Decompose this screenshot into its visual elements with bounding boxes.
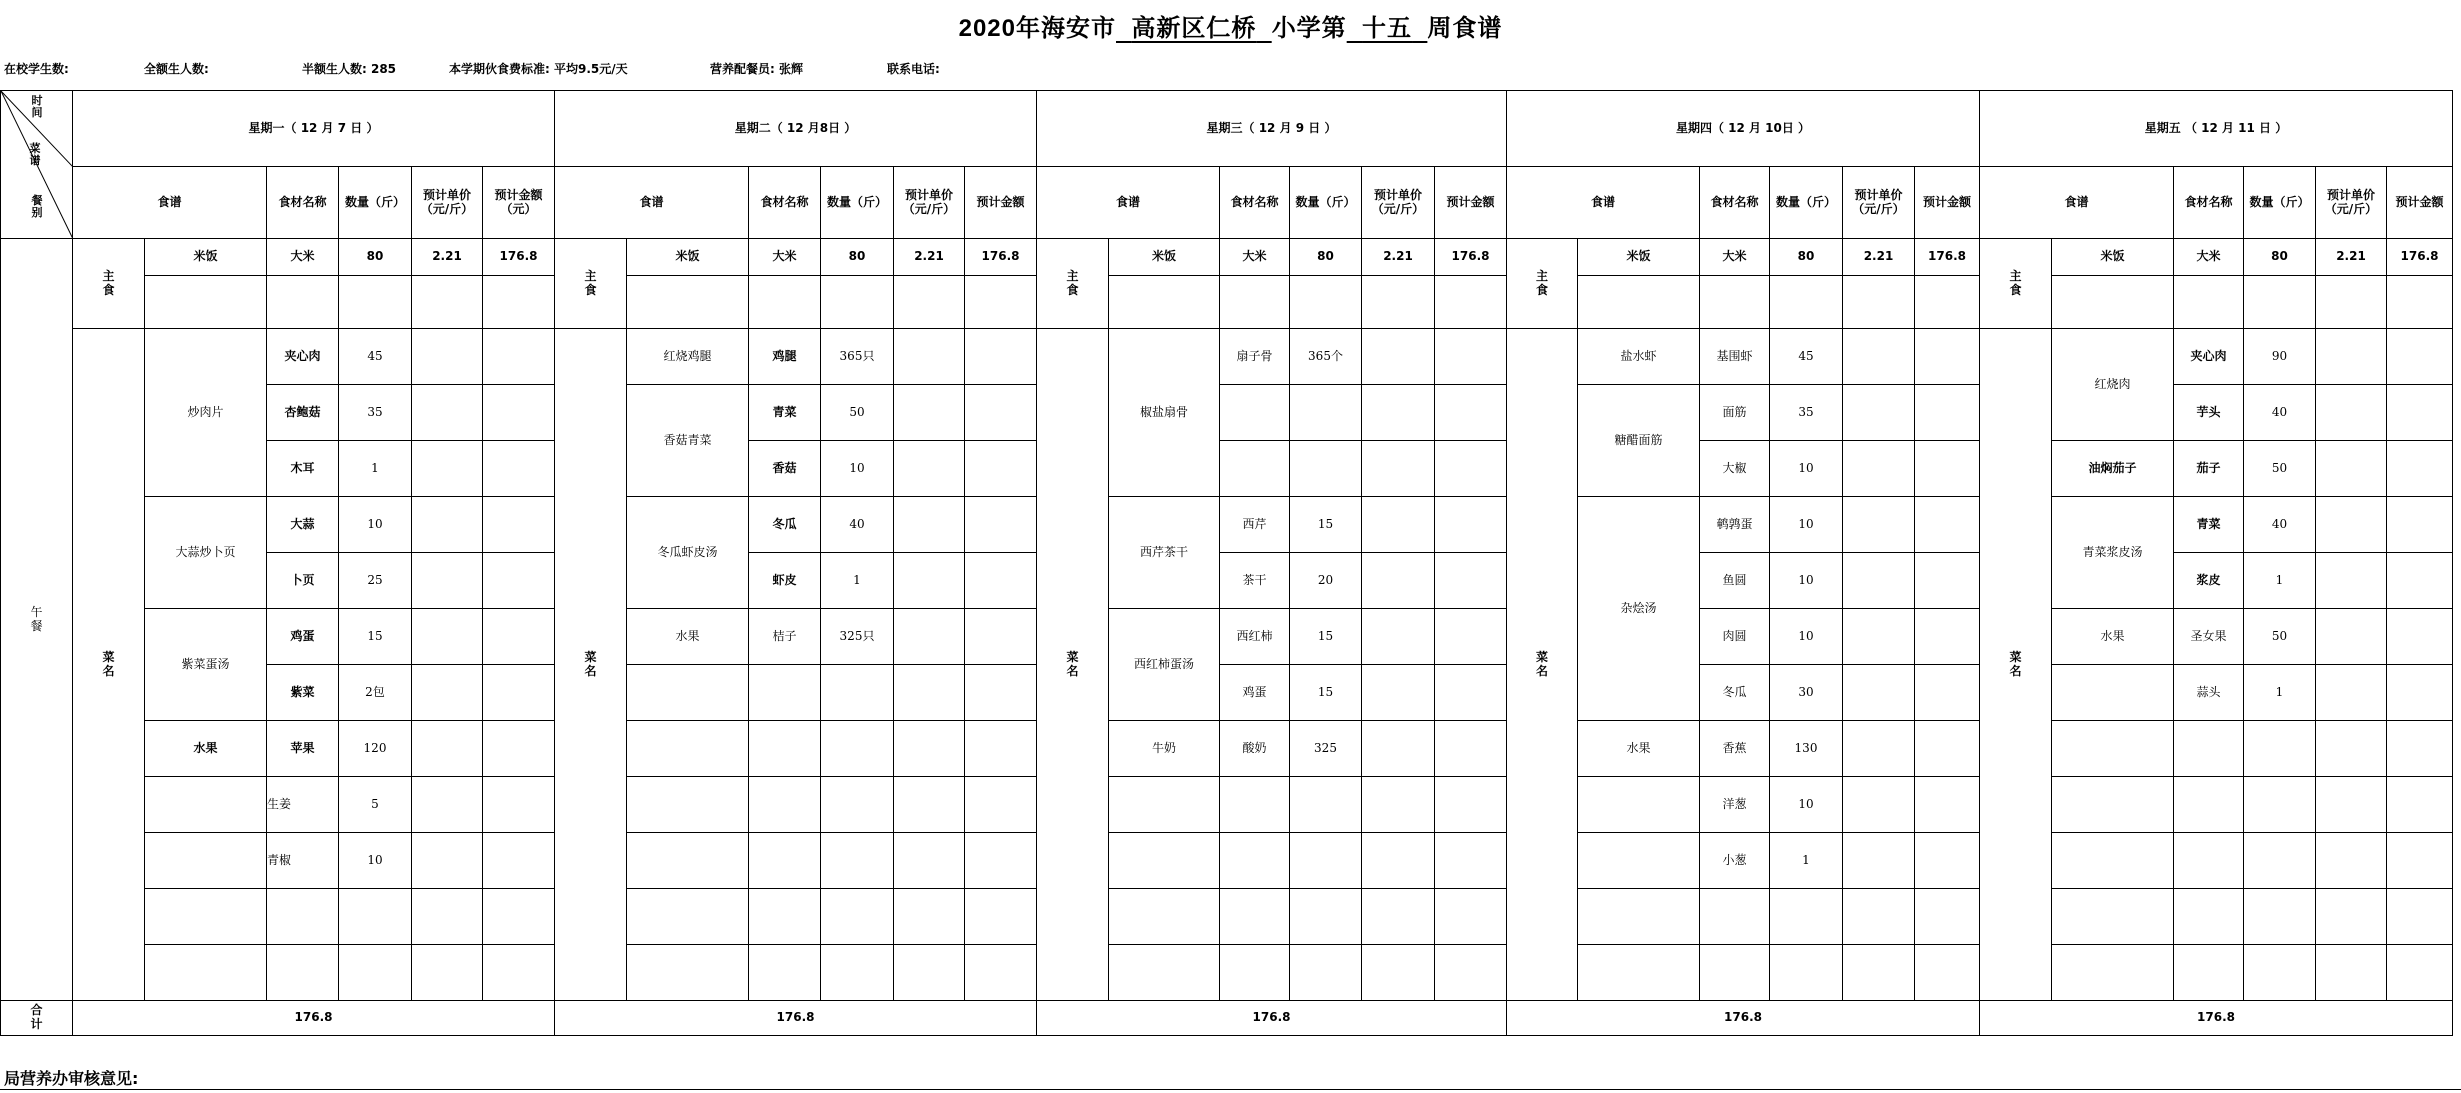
total-label: 合计 bbox=[1, 1001, 73, 1036]
staple-label: 主食 bbox=[1507, 239, 1578, 329]
mon-qty-8: 5 bbox=[339, 777, 412, 833]
fri-d1-ing-2: 芋头 bbox=[2174, 385, 2244, 441]
mon-ing-9: 青椒 bbox=[267, 833, 339, 889]
col-recipe: 食谱 bbox=[555, 167, 749, 239]
fri-d2-qty-1: 50 bbox=[2244, 441, 2316, 497]
dish-label: 菜名 bbox=[555, 329, 627, 1001]
day-header-mon: 星期一（ 12 月 7 日 ） bbox=[73, 91, 555, 167]
staple-label: 主食 bbox=[73, 239, 145, 329]
thu-d3-qty-1: 10 bbox=[1770, 497, 1843, 553]
bottom-border bbox=[0, 1089, 2461, 1090]
staple-ingredient: 大米 bbox=[749, 239, 821, 276]
dish-label: 菜名 bbox=[1507, 329, 1578, 1001]
staple-qty: 80 bbox=[2244, 239, 2316, 276]
mon-d2-ing-2: 卜页 bbox=[267, 553, 339, 609]
mon-ing-8: 生姜 bbox=[267, 777, 339, 833]
col-ingredient: 食材名称 bbox=[1220, 167, 1290, 239]
title-mid: 小学第 bbox=[1271, 15, 1347, 42]
mon-d3-qty-2: 2包 bbox=[339, 665, 412, 721]
staple-price: 2.21 bbox=[894, 239, 965, 276]
staple-ingredient: 大米 bbox=[267, 239, 339, 276]
mon-d1-qty-3: 1 bbox=[339, 441, 412, 497]
corner-cell bbox=[1, 91, 73, 239]
mon-dish-1: 炒肉片 bbox=[145, 329, 267, 497]
staple-recipe: 米饭 bbox=[2052, 239, 2174, 276]
col-unit-price: 预计单价（元/斤） bbox=[412, 167, 483, 239]
thu-d2-ing-2: 大椒 bbox=[1700, 441, 1770, 497]
info-phone: 联系电话: bbox=[887, 62, 940, 76]
mon-d1-ing-3: 木耳 bbox=[267, 441, 339, 497]
review-comments-label: 局营养办审核意见: bbox=[4, 1069, 139, 1088]
fri-d3-qty-1: 40 bbox=[2244, 497, 2316, 553]
mon-dish-3: 紫菜蛋汤 bbox=[145, 609, 267, 721]
mon-d2-qty-1: 10 bbox=[339, 497, 412, 553]
thu-d3-ing-4: 冬瓜 bbox=[1700, 665, 1770, 721]
thu-dish-2: 糖醋面筋 bbox=[1578, 385, 1700, 497]
staple-recipe: 米饭 bbox=[1578, 239, 1700, 276]
col-recipe: 食谱 bbox=[1980, 167, 2174, 239]
info-nutritionist: 营养配餐员: 张辉 bbox=[710, 62, 803, 76]
fri-d3-ing-2: 浆皮 bbox=[2174, 553, 2244, 609]
thu-qty-9: 10 bbox=[1770, 777, 1843, 833]
wed-d3-qty-1: 15 bbox=[1290, 609, 1362, 665]
tue-d2-qty-1: 50 bbox=[821, 385, 894, 441]
col-amount: 预计金额（元） bbox=[483, 167, 555, 239]
thu-dish-3: 杂烩汤 bbox=[1578, 497, 1700, 721]
wed-d2-ing-2: 茶干 bbox=[1220, 553, 1290, 609]
wed-d4-ing-1: 酸奶 bbox=[1220, 721, 1290, 777]
title-district: 高新区仁桥 bbox=[1131, 15, 1257, 42]
fri-d1-qty-2: 40 bbox=[2244, 385, 2316, 441]
tue-d3-ing-1: 冬瓜 bbox=[749, 497, 821, 553]
thu-d1-qty-1: 45 bbox=[1770, 329, 1843, 385]
dish-label: 菜名 bbox=[1037, 329, 1109, 1001]
staple-price: 2.21 bbox=[1362, 239, 1435, 276]
page-title bbox=[0, 8, 2461, 43]
staple-recipe: 米饭 bbox=[145, 239, 267, 276]
mon-dish-2: 大蒜炒卜页 bbox=[145, 497, 267, 609]
total-fri: 176.8 bbox=[1980, 1001, 2453, 1036]
thu-qty-10: 1 bbox=[1770, 833, 1843, 889]
staple-qty: 80 bbox=[821, 239, 894, 276]
mon-d1-qty-1: 45 bbox=[339, 329, 412, 385]
total-tue: 176.8 bbox=[555, 1001, 1037, 1036]
col-unit-price: 预计单价（元/斤） bbox=[894, 167, 965, 239]
wed-d2-ing-1: 西芹 bbox=[1220, 497, 1290, 553]
title-prefix: 2020年海安市 bbox=[958, 15, 1116, 42]
fri-qty-7: 1 bbox=[2244, 665, 2316, 721]
mon-d2-ing-1: 大蒜 bbox=[267, 497, 339, 553]
tue-d1-ing-1: 鸡腿 bbox=[749, 329, 821, 385]
wed-d2-qty-2: 20 bbox=[1290, 553, 1362, 609]
staple-amount: 176.8 bbox=[1915, 239, 1980, 276]
total-thu: 176.8 bbox=[1507, 1001, 1980, 1036]
thu-d3-ing-2: 鱼圆 bbox=[1700, 553, 1770, 609]
corner-time-label: 时间 bbox=[31, 94, 43, 120]
wed-d3-ing-1: 西红柿 bbox=[1220, 609, 1290, 665]
fri-ing-7: 蒜头 bbox=[2174, 665, 2244, 721]
info-full-count: 全额生人数: bbox=[144, 62, 209, 76]
mon-d1-ing-2: 杏鲍菇 bbox=[267, 385, 339, 441]
thu-d4-ing-1: 香蕉 bbox=[1700, 721, 1770, 777]
tue-d4-qty-1: 325只 bbox=[821, 609, 894, 665]
col-ingredient: 食材名称 bbox=[2174, 167, 2244, 239]
wed-dish-3: 西红柿蛋汤 bbox=[1109, 609, 1220, 721]
thu-ing-9: 洋葱 bbox=[1700, 777, 1770, 833]
fri-dish-1: 红烧肉 bbox=[2052, 329, 2174, 441]
fri-d1-qty-1: 90 bbox=[2244, 329, 2316, 385]
col-ingredient: 食材名称 bbox=[1700, 167, 1770, 239]
day-header-fri: 星期五 （ 12 月 11 日 ） bbox=[1980, 91, 2453, 167]
col-unit-price: 预计单价（元/斤） bbox=[2316, 167, 2387, 239]
thu-d2-ing-1: 面筋 bbox=[1700, 385, 1770, 441]
total-mon: 176.8 bbox=[73, 1001, 555, 1036]
tue-dish-2: 香菇青菜 bbox=[627, 385, 749, 497]
fri-d4-qty-1: 50 bbox=[2244, 609, 2316, 665]
staple-price: 2.21 bbox=[412, 239, 483, 276]
tue-d3-qty-2: 1 bbox=[821, 553, 894, 609]
fri-d3-ing-1: 青菜 bbox=[2174, 497, 2244, 553]
thu-dish-1: 盐水虾 bbox=[1578, 329, 1700, 385]
col-amount: 预计金额 bbox=[1435, 167, 1507, 239]
fri-d3-qty-2: 1 bbox=[2244, 553, 2316, 609]
staple-recipe: 米饭 bbox=[627, 239, 749, 276]
col-qty: 数量（斤） bbox=[1290, 167, 1362, 239]
staple-ingredient: 大米 bbox=[1220, 239, 1290, 276]
col-amount: 预计金额 bbox=[965, 167, 1037, 239]
fri-d2-ing-1: 茄子 bbox=[2174, 441, 2244, 497]
staple-qty: 80 bbox=[1290, 239, 1362, 276]
col-ingredient: 食材名称 bbox=[749, 167, 821, 239]
staple-price: 2.21 bbox=[2316, 239, 2387, 276]
dish-label: 菜名 bbox=[1980, 329, 2052, 1001]
staple-amount: 176.8 bbox=[1435, 239, 1507, 276]
thu-d3-qty-2: 10 bbox=[1770, 553, 1843, 609]
day-header-wed: 星期三（ 12 月 9 日 ） bbox=[1037, 91, 1507, 167]
col-amount: 预计金额 bbox=[1915, 167, 1980, 239]
wed-d1-ing-1: 扇子骨 bbox=[1220, 329, 1290, 385]
staple-amount: 176.8 bbox=[2387, 239, 2453, 276]
staple-label: 主食 bbox=[1037, 239, 1109, 329]
wed-dish-4: 牛奶 bbox=[1109, 721, 1220, 777]
dish-label: 菜名 bbox=[73, 329, 145, 1001]
thu-d3-qty-3: 10 bbox=[1770, 609, 1843, 665]
mon-qty-9: 10 bbox=[339, 833, 412, 889]
info-half-count: 半额生人数: 285 bbox=[302, 62, 397, 76]
staple-ingredient: 大米 bbox=[2174, 239, 2244, 276]
tue-d1-qty-1: 365只 bbox=[821, 329, 894, 385]
staple-amount: 176.8 bbox=[483, 239, 555, 276]
col-amount: 预计金额 bbox=[2387, 167, 2453, 239]
col-qty: 数量（斤） bbox=[821, 167, 894, 239]
corner-meal-label: 餐别 bbox=[31, 194, 43, 220]
fri-d4-ing-1: 圣女果 bbox=[2174, 609, 2244, 665]
staple-recipe: 米饭 bbox=[1109, 239, 1220, 276]
tue-d2-ing-1: 青菜 bbox=[749, 385, 821, 441]
staple-qty: 80 bbox=[1770, 239, 1843, 276]
staple-qty: 80 bbox=[339, 239, 412, 276]
thu-ing-10: 小葱 bbox=[1700, 833, 1770, 889]
col-unit-price: 预计单价（元/斤） bbox=[1843, 167, 1915, 239]
staple-ingredient: 大米 bbox=[1700, 239, 1770, 276]
mon-d4-ing-1: 苹果 bbox=[267, 721, 339, 777]
meal-label-lunch: 午餐 bbox=[1, 239, 73, 1001]
staple-amount: 176.8 bbox=[965, 239, 1037, 276]
mon-d1-qty-2: 35 bbox=[339, 385, 412, 441]
mon-d3-qty-1: 15 bbox=[339, 609, 412, 665]
staple-label: 主食 bbox=[555, 239, 627, 329]
mon-dish-4: 水果 bbox=[145, 721, 267, 777]
wed-d2-qty-1: 15 bbox=[1290, 497, 1362, 553]
title-suffix: 周食谱 bbox=[1427, 15, 1503, 42]
wed-d3-qty-2: 15 bbox=[1290, 665, 1362, 721]
info-school-count: 在校学生数: bbox=[4, 62, 69, 76]
fri-dish-3: 青菜浆皮汤 bbox=[2052, 497, 2174, 609]
info-standard: 本学期伙食费标准: 平均9.5元/天 bbox=[449, 62, 628, 76]
mon-d3-ing-1: 鸡蛋 bbox=[267, 609, 339, 665]
tue-d2-qty-2: 10 bbox=[821, 441, 894, 497]
thu-dish-4: 水果 bbox=[1578, 721, 1700, 777]
thu-d4-qty-1: 130 bbox=[1770, 721, 1843, 777]
wed-d1-qty-1: 365个 bbox=[1290, 329, 1362, 385]
menu-table bbox=[0, 90, 2453, 1036]
col-ingredient: 食材名称 bbox=[267, 167, 339, 239]
col-recipe: 食谱 bbox=[1507, 167, 1700, 239]
wed-d3-ing-2: 鸡蛋 bbox=[1220, 665, 1290, 721]
thu-d3-ing-3: 肉圆 bbox=[1700, 609, 1770, 665]
fri-dish-4: 水果 bbox=[2052, 609, 2174, 665]
day-header-tue: 星期二（ 12 月8日 ） bbox=[555, 91, 1037, 167]
title-week: 十五 bbox=[1362, 15, 1413, 42]
thu-d2-qty-1: 35 bbox=[1770, 385, 1843, 441]
fri-dish-2: 油焖茄子 bbox=[2052, 441, 2174, 497]
tue-dish-3: 冬瓜虾皮汤 bbox=[627, 497, 749, 609]
col-qty: 数量（斤） bbox=[1770, 167, 1843, 239]
col-recipe: 食谱 bbox=[73, 167, 267, 239]
thu-d3-ing-1: 鹌鹑蛋 bbox=[1700, 497, 1770, 553]
day-header-thu: 星期四（ 12 月 10日 ） bbox=[1507, 91, 1980, 167]
mon-d1-ing-1: 夹心肉 bbox=[267, 329, 339, 385]
tue-d3-ing-2: 虾皮 bbox=[749, 553, 821, 609]
col-recipe: 食谱 bbox=[1037, 167, 1220, 239]
tue-dish-4: 水果 bbox=[627, 609, 749, 665]
corner-menu-label: 菜谱 bbox=[29, 142, 41, 168]
tue-d2-ing-2: 香菇 bbox=[749, 441, 821, 497]
fri-d1-ing-1: 夹心肉 bbox=[2174, 329, 2244, 385]
wed-dish-1: 椒盐扇骨 bbox=[1109, 329, 1220, 497]
tue-dish-1: 红烧鸡腿 bbox=[627, 329, 749, 385]
mon-d2-qty-2: 25 bbox=[339, 553, 412, 609]
tue-d4-ing-1: 桔子 bbox=[749, 609, 821, 665]
wed-d4-qty-1: 325 bbox=[1290, 721, 1362, 777]
staple-price: 2.21 bbox=[1843, 239, 1915, 276]
col-qty: 数量（斤） bbox=[339, 167, 412, 239]
total-wed: 176.8 bbox=[1037, 1001, 1507, 1036]
mon-d3-ing-2: 紫菜 bbox=[267, 665, 339, 721]
wed-dish-2: 西芹茶干 bbox=[1109, 497, 1220, 609]
col-qty: 数量（斤） bbox=[2244, 167, 2316, 239]
staple-label: 主食 bbox=[1980, 239, 2052, 329]
col-unit-price: 预计单价（元/斤） bbox=[1362, 167, 1435, 239]
mon-d4-qty-1: 120 bbox=[339, 721, 412, 777]
thu-d3-qty-4: 30 bbox=[1770, 665, 1843, 721]
thu-d1-ing-1: 基围虾 bbox=[1700, 329, 1770, 385]
tue-d3-qty-1: 40 bbox=[821, 497, 894, 553]
thu-d2-qty-2: 10 bbox=[1770, 441, 1843, 497]
